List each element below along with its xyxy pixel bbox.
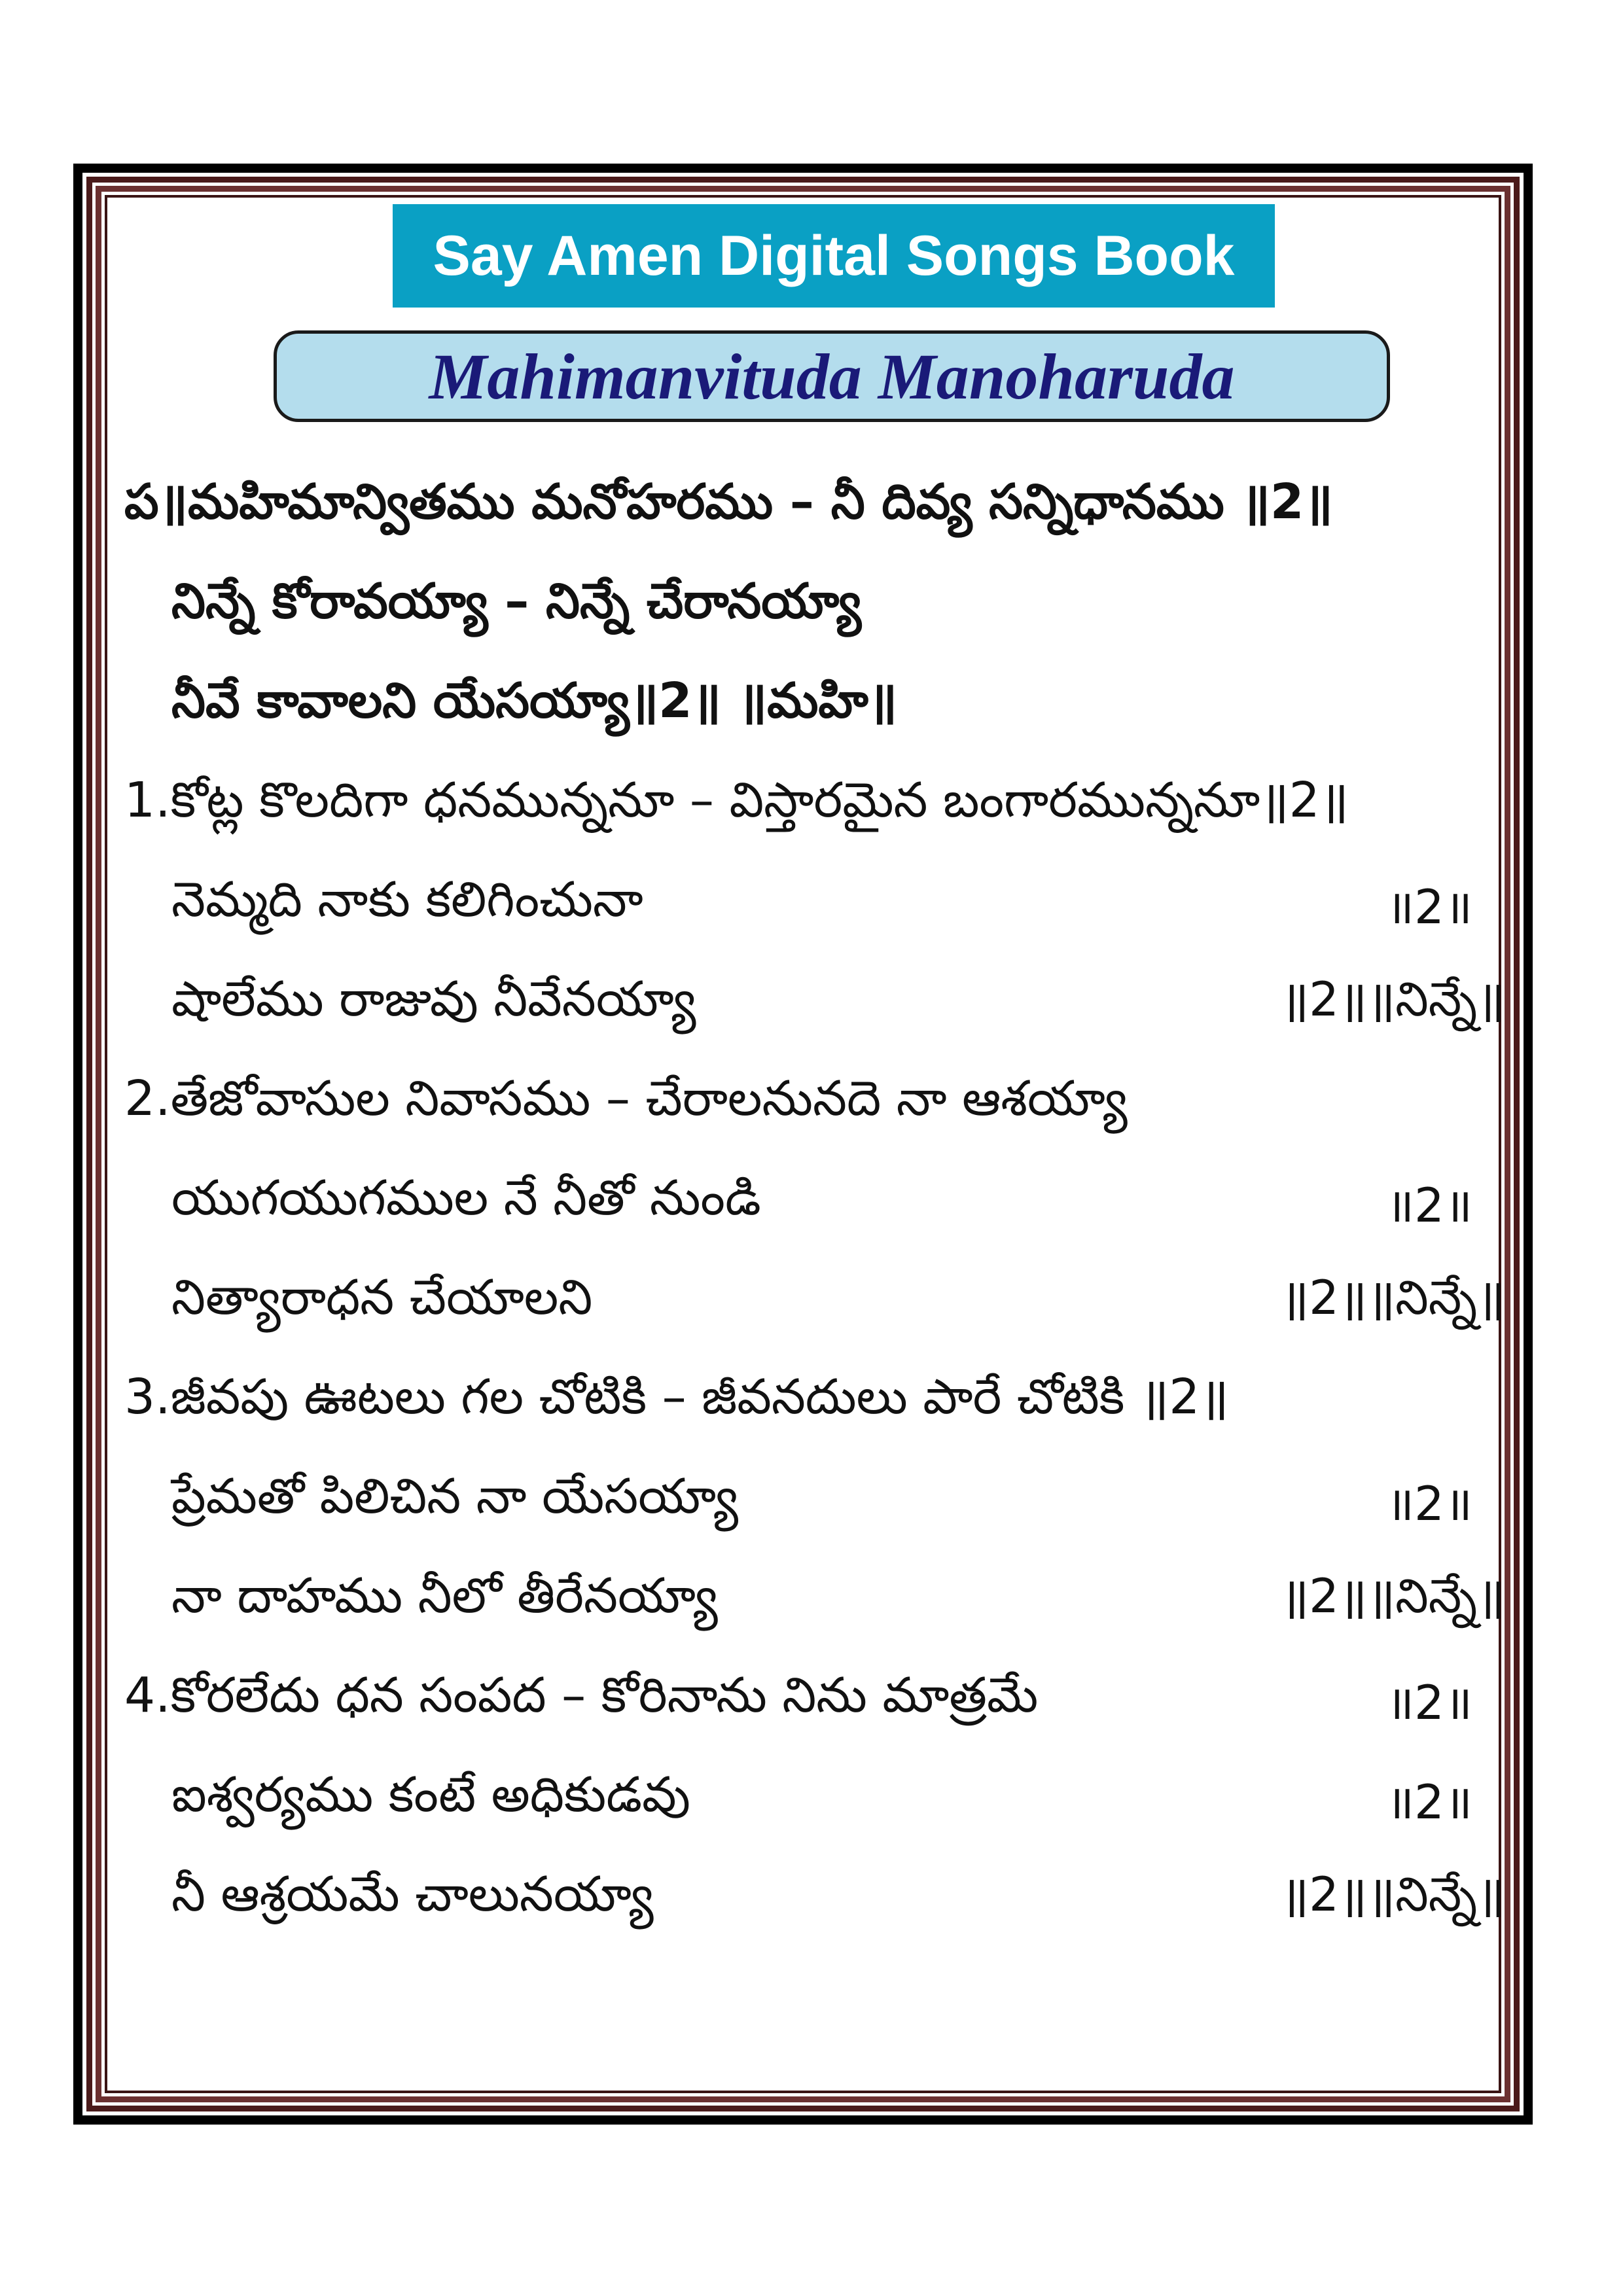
lyric-line [124,557,1505,657]
lyric-text: షాలేము రాజువు నీవేనయ్యా [171,971,696,1027]
lyric-text: 2.తేజోవాసుల నివాసము – చేరాలనునదె నా ఆశయ్యా [124,1070,1128,1127]
lyric-line [124,657,1505,756]
refrain-marker: ॥2॥॥నిన్నే॥ [1280,1270,1505,1325]
lyric-text: నా దాహము నీలో తీరేనయ్యా [171,1568,718,1624]
refrain-marker: ॥2॥ [1385,1775,1472,1829]
lyric-text: యుగయుగముల నే నీతో నుండి [171,1170,761,1226]
refrain-marker: ॥2॥ [1385,1675,1472,1730]
refrain-marker: ॥2॥॥నిన్నే॥ [1280,1568,1505,1623]
refrain-marker: ॥2॥ [1385,879,1472,934]
lyric-text: 1.కోట్ల కొలదిగా ధనమున్ననూ – విస్తారమైన బంగారమున్ననూ॥2॥ [124,772,1349,828]
book-banner: Say Amen Digital Songs Book [393,204,1275,308]
lyric-line [124,1850,1505,1950]
lyric-line [124,1353,1505,1453]
lyric-line [124,1651,1505,1751]
lyric-text: నిన్నే కోరావయ్యా – నిన్నే చేరానయ్యా [171,573,862,629]
lyric-text: ప॥మహిమాన్వితము మనోహరము – నీ దివ్య సన్నిధానము ॥2॥ [124,474,1333,530]
lyric-line [124,856,1505,955]
lyric-text: నెమ్మది నాకు కలిగించునా [171,872,643,928]
lyric-text: నిత్యారాధన చేయాలని [171,1269,593,1326]
lyric-text: నీ ఆశ్రయమే చాలునయ్యా [171,1866,654,1922]
lyric-line [124,1154,1505,1254]
lyric-line [124,458,1505,557]
lyric-text: 3.జీవపు ఊటలు గల చోటికి – జీవనదులు పారే చోటికి ॥2॥ [124,1369,1229,1425]
lyrics-block [124,458,1505,1950]
lyric-line [124,756,1505,856]
lyric-text: 4.కోరలేదు ధన సంపద – కోరినాను నిను మాత్రమే [124,1667,1039,1723]
refrain-marker: ॥2॥ [1385,1476,1472,1531]
lyric-line [124,1254,1505,1353]
lyric-text: ఐశ్వర్యము కంటే అధికుడవు [171,1767,690,1823]
lyric-line [124,955,1505,1055]
song-title: Mahimanvituda Manoharuda [274,330,1390,422]
lyric-line [124,1453,1505,1552]
lyric-line [124,1055,1505,1154]
lyric-line [124,1751,1505,1850]
lyric-text: ప్రేమతో పిలిచిన నా యేసయ్యా [171,1468,738,1525]
refrain-marker: ॥2॥॥నిన్నే॥ [1280,972,1505,1027]
lyric-text: నీవే కావాలని యేసయ్యా॥2॥ ॥మహి॥ [171,673,898,729]
lyric-line [124,1552,1505,1651]
refrain-marker: ॥2॥ [1385,1178,1472,1233]
refrain-marker: ॥2॥॥నిన్నే॥ [1280,1867,1505,1922]
